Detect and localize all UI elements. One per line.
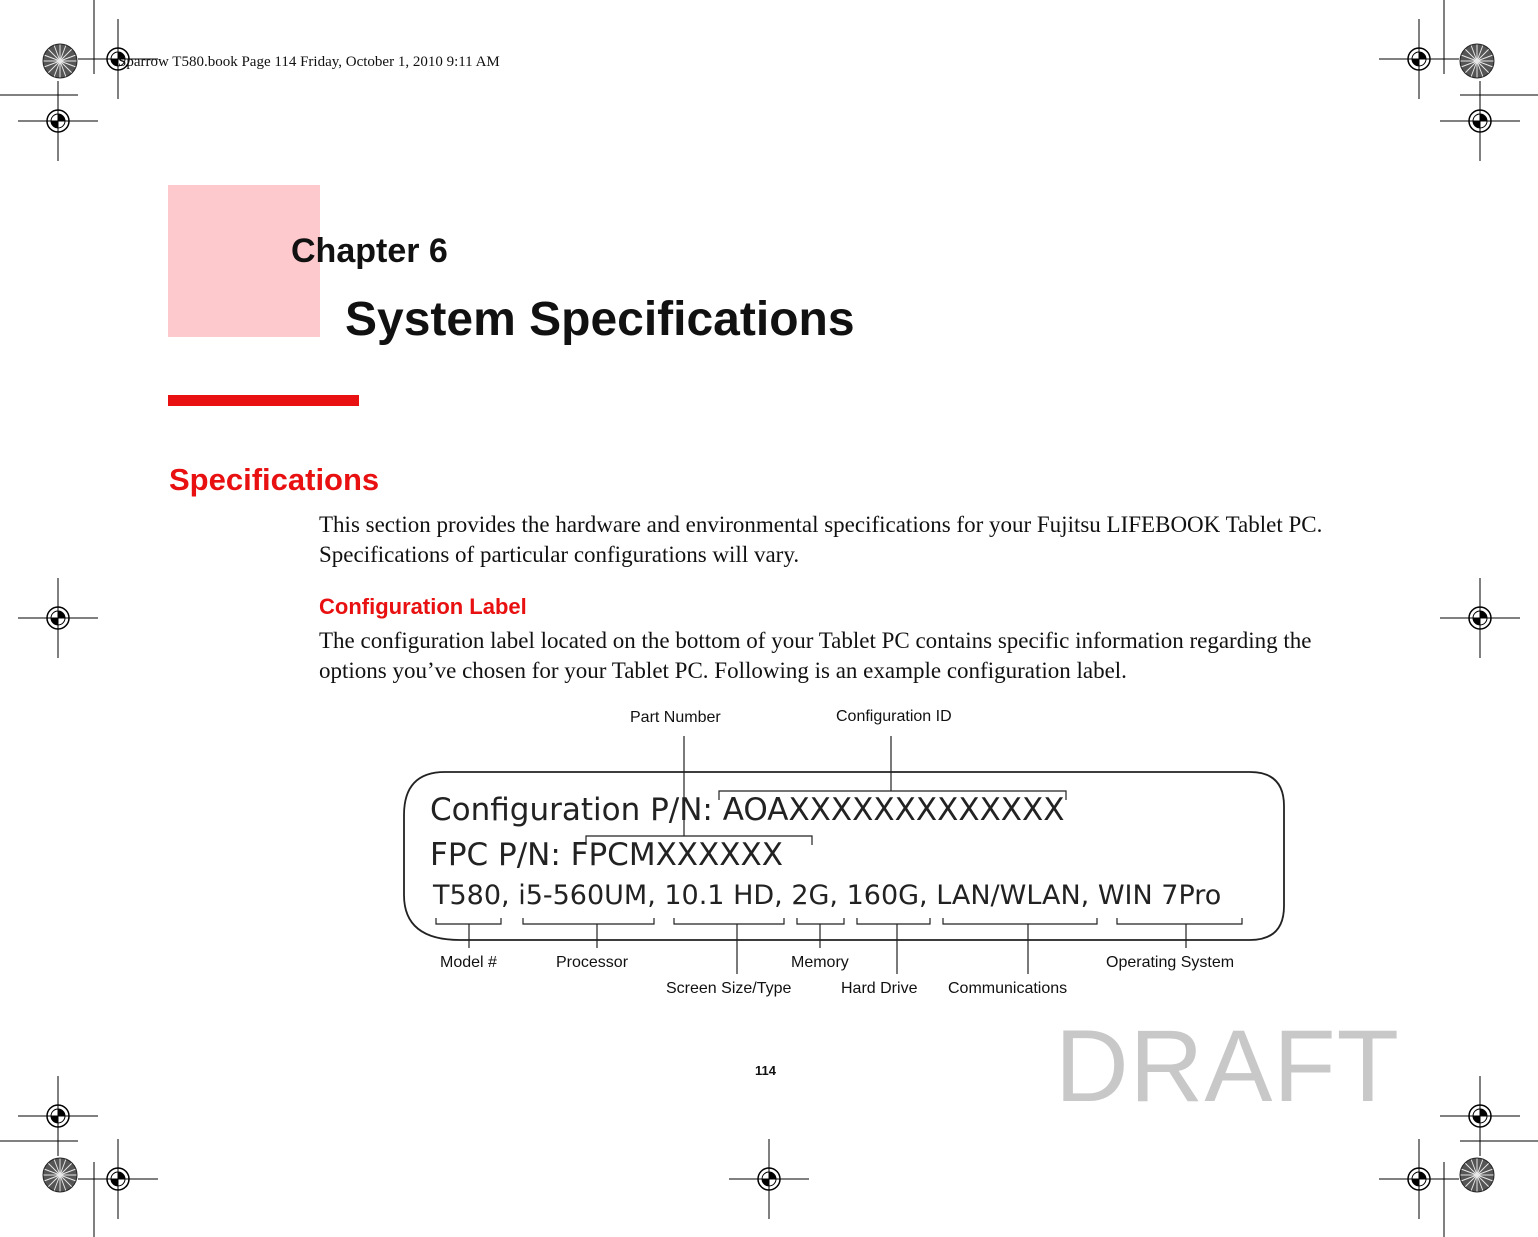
star-target-icon — [43, 44, 77, 78]
intro-paragraph: This section provides the hardware and environmental specifications for your Fujitsu LIFEBOOK Tablet PC. Specifications of particular configurations will vary. — [319, 512, 1323, 567]
book-header-info: Sparrow T580.book Page 114 Friday, October 1, 2010 9:11 AM — [118, 54, 500, 70]
crosshair-icon — [729, 1139, 809, 1219]
page-number: 114 — [755, 1063, 776, 1078]
crosshair-icon — [1440, 81, 1520, 161]
callout-model: Model # — [440, 954, 497, 971]
callout-hard-drive: Hard Drive — [841, 980, 918, 997]
config-label-paragraph: The configuration label located on the bottom of your Tablet PC contains specific information regarding the options you’ve chosen for your Tablet PC. Following is an example configuration label. — [319, 628, 1312, 683]
crosshair-icon — [1379, 19, 1459, 99]
callout-part-number: Part Number — [630, 709, 721, 726]
crosshair-icon — [1440, 578, 1520, 658]
chapter-rule — [168, 395, 359, 406]
fpc-pn-line: FPC P/N: FPCMXXXXXX — [430, 837, 783, 873]
crosshair-icon — [18, 578, 98, 658]
callout-communications: Communications — [948, 980, 1068, 997]
crosshair-icon — [1440, 1076, 1520, 1156]
callout-memory: Memory — [791, 954, 849, 971]
chapter-title: System Specifications — [345, 293, 855, 346]
chapter-label: Chapter 6 — [291, 232, 448, 270]
callout-screen: Screen Size/Type — [666, 980, 792, 997]
section-heading: Specifications — [169, 462, 380, 497]
draft-watermark: DRAFT — [1055, 1009, 1400, 1123]
star-target-icon — [1460, 1158, 1494, 1192]
callout-configuration-id: Configuration ID — [836, 708, 952, 725]
crosshair-icon — [18, 81, 98, 161]
callout-operating-system: Operating System — [1106, 954, 1235, 971]
config-spec-line: T580, i5-560UM, 10.1 HD, 2G, 160G, LAN/WLAN, WIN 7Pro — [433, 880, 1222, 911]
star-target-icon — [43, 1158, 77, 1192]
crosshair-icon — [1379, 1139, 1459, 1219]
crosshair-icon — [18, 1076, 98, 1156]
config-pn-line: Configuration P/N: AOAXXXXXXXXXXXXX — [430, 792, 1065, 828]
subsection-heading: Configuration Label — [319, 594, 527, 619]
star-target-icon — [1460, 44, 1494, 78]
crosshair-icon — [78, 1139, 158, 1219]
callout-processor: Processor — [556, 954, 629, 971]
